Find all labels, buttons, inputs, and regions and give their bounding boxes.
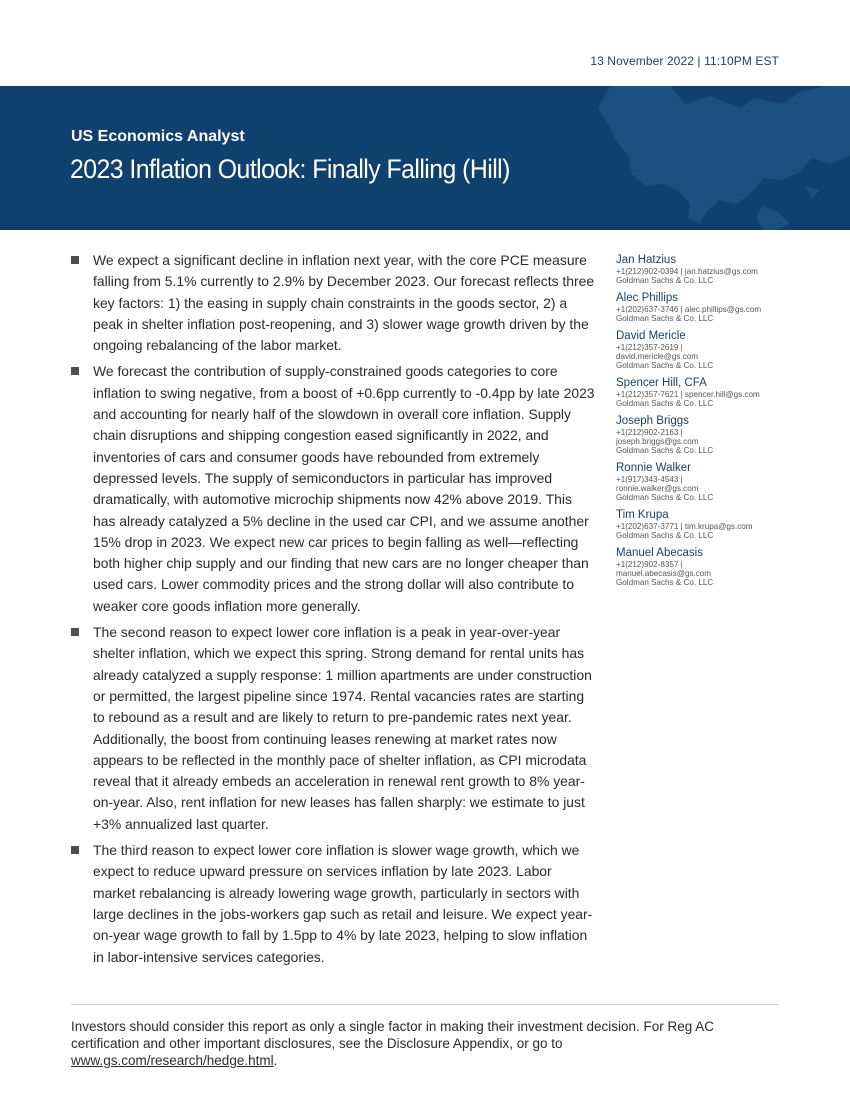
author-entry [616,509,796,540]
author-phone: +1(917)343-4543 | [616,475,683,484]
author-name: Jan Hatzius [616,254,677,266]
author-phone: +1(212)902-2163 | [616,428,683,437]
square-bullet-icon [71,846,79,854]
author-contact[interactable]: +1(212)902-0394 | jan.hatzius@gs.com [616,267,758,276]
world-map-graphic [550,86,850,230]
author-email[interactable]: manuel.abecasis@gs.com [616,569,712,578]
author-name: Tim Krupa [616,509,669,521]
square-bullet-icon [71,256,79,264]
report-title: 2023 Inflation Outlook: Finally Falling (Hill) [70,154,510,184]
author-firm: Goldman Sachs & Co. LLC [616,314,714,323]
author-entry [616,254,796,285]
author-firm: Goldman Sachs & Co. LLC [616,446,714,455]
author-contact[interactable]: +1(202)637-3746 | alec.phillips@gs.com [616,305,762,314]
footer-divider [71,1004,779,1005]
author-list [616,254,796,594]
author-contact[interactable]: +1(202)637-3771 | tim.krupa@gs.com [616,522,753,531]
author-name: Alec Phillips [616,292,678,304]
author-firm: Goldman Sachs & Co. LLC [616,578,714,587]
author-entry [616,462,796,502]
summary-bullet [71,840,596,968]
author-phone: +1(212)902-8357 | [616,560,683,569]
disclosure-text: Investors should consider this report as only a single factor in making their investment decision. For Reg AC certification and other important disclosures, see the Disclosure Appendix, or go to [71,1019,715,1051]
report-series: US Economics Analyst [71,128,245,145]
square-bullet-icon [71,367,79,375]
author-name: Manuel Abecasis [616,547,703,559]
author-name: Spencer Hill, CFA [616,377,707,389]
bullet-text: We expect a significant decline in inflation next year, with the core PCE measure falling from 5.1% currently to 2.9% by December 2023. Our forecast reflects three key factors: 1) the easing in supply chain constraints in the goods sector, 2) a peak in shelter inflation post-reopening, and 3) slower wage growth driven by the ongoing rebalancing of the labor market. [93,252,595,354]
author-email[interactable]: ronnie.walker@gs.com [616,484,699,493]
author-firm: Goldman Sachs & Co. LLC [616,493,714,502]
author-entry [616,377,796,408]
author-entry [616,547,796,587]
report-datetime: 13 November 2022 | 11:10PM EST [590,54,779,68]
summary-bullet [71,361,596,617]
author-entry [616,292,796,323]
disclosure-note [71,1018,779,1069]
summary-bullets [71,250,596,973]
author-firm: Goldman Sachs & Co. LLC [616,361,714,370]
author-firm: Goldman Sachs & Co. LLC [616,276,714,285]
author-entry [616,330,796,370]
author-firm: Goldman Sachs & Co. LLC [616,399,714,408]
author-email[interactable]: joseph.briggs@gs.com [616,437,699,446]
title-banner [0,86,850,230]
bullet-text: The second reason to expect lower core inflation is a peak in year-over-year shelter inflation, which we expect this spring. Strong demand for rental units has already catalyzed a supply response: 1 million apartments are under construction or permitted, the largest pipeline since 1974. Rental vacancies rates are starting to rebound as a result and are likely to return to pre-pandemic rates next year. Additionally, the boost from continuing leases renewing at market rates now appears to be reflected in the monthly pace of shelter inflation, as CPI microdata reveal that it already embeds an acceleration in renewal rent growth to 8% year-on-year. Also, rent inflation for new leases has fallen sharply: we estimate to just +3% annualized last quarter. [93,624,592,832]
bullet-text: We forecast the contribution of supply-constrained goods categories to core inflation to swing negative, from a boost of +0.6pp currently to -0.4pp by late 2023 and accounting for nearly half of the slowdown in overall core inflation. Supply chain disruptions and shipping congestion eased significantly in 2022, and inventories of cars and consumer goods have rebounded from extremely depressed levels. The supply of semiconductors in particular has improved dramatically, with automotive microchip shipments now 42% above 2019. This has already catalyzed a 5% decline in the used car CPI, and we assume another 15% drop in 2023. We expect new car prices to begin falling as well—reflecting both higher chip supply and our finding that new cars are no longer cheaper than used cars. Lower commodity prices and the strong dollar will also contribute to weaker core goods inflation more generally. [93,363,595,614]
author-name: Joseph Briggs [616,415,689,427]
author-contact[interactable]: +1(212)357-7621 | spencer.hill@gs.com [616,390,760,399]
author-name: Ronnie Walker [616,462,691,474]
author-email[interactable]: david.mericle@gs.com [616,352,698,361]
author-firm: Goldman Sachs & Co. LLC [616,531,714,540]
summary-bullet [71,622,596,835]
bullet-text: The third reason to expect lower core inflation is slower wage growth, which we expect to reduce upward pressure on services inflation by late 2023. Labor market rebalancing is already lowering wage growth, particularly in sectors with large declines in the jobs-workers gap such as retail and leisure. We expect year-on-year wage growth to fall by 1.5pp to 4% by late 2023, helping to slow inflation in labor-intensive services categories. [93,842,593,965]
summary-bullet [71,250,596,356]
square-bullet-icon [71,628,79,636]
author-name: David Mericle [616,330,686,342]
author-phone: +1(212)357-2619 | [616,343,683,352]
author-entry [616,415,796,455]
disclosure-link-suffix: . [273,1053,278,1068]
disclosure-link[interactable]: www.gs.com/research/hedge.html [71,1053,274,1068]
